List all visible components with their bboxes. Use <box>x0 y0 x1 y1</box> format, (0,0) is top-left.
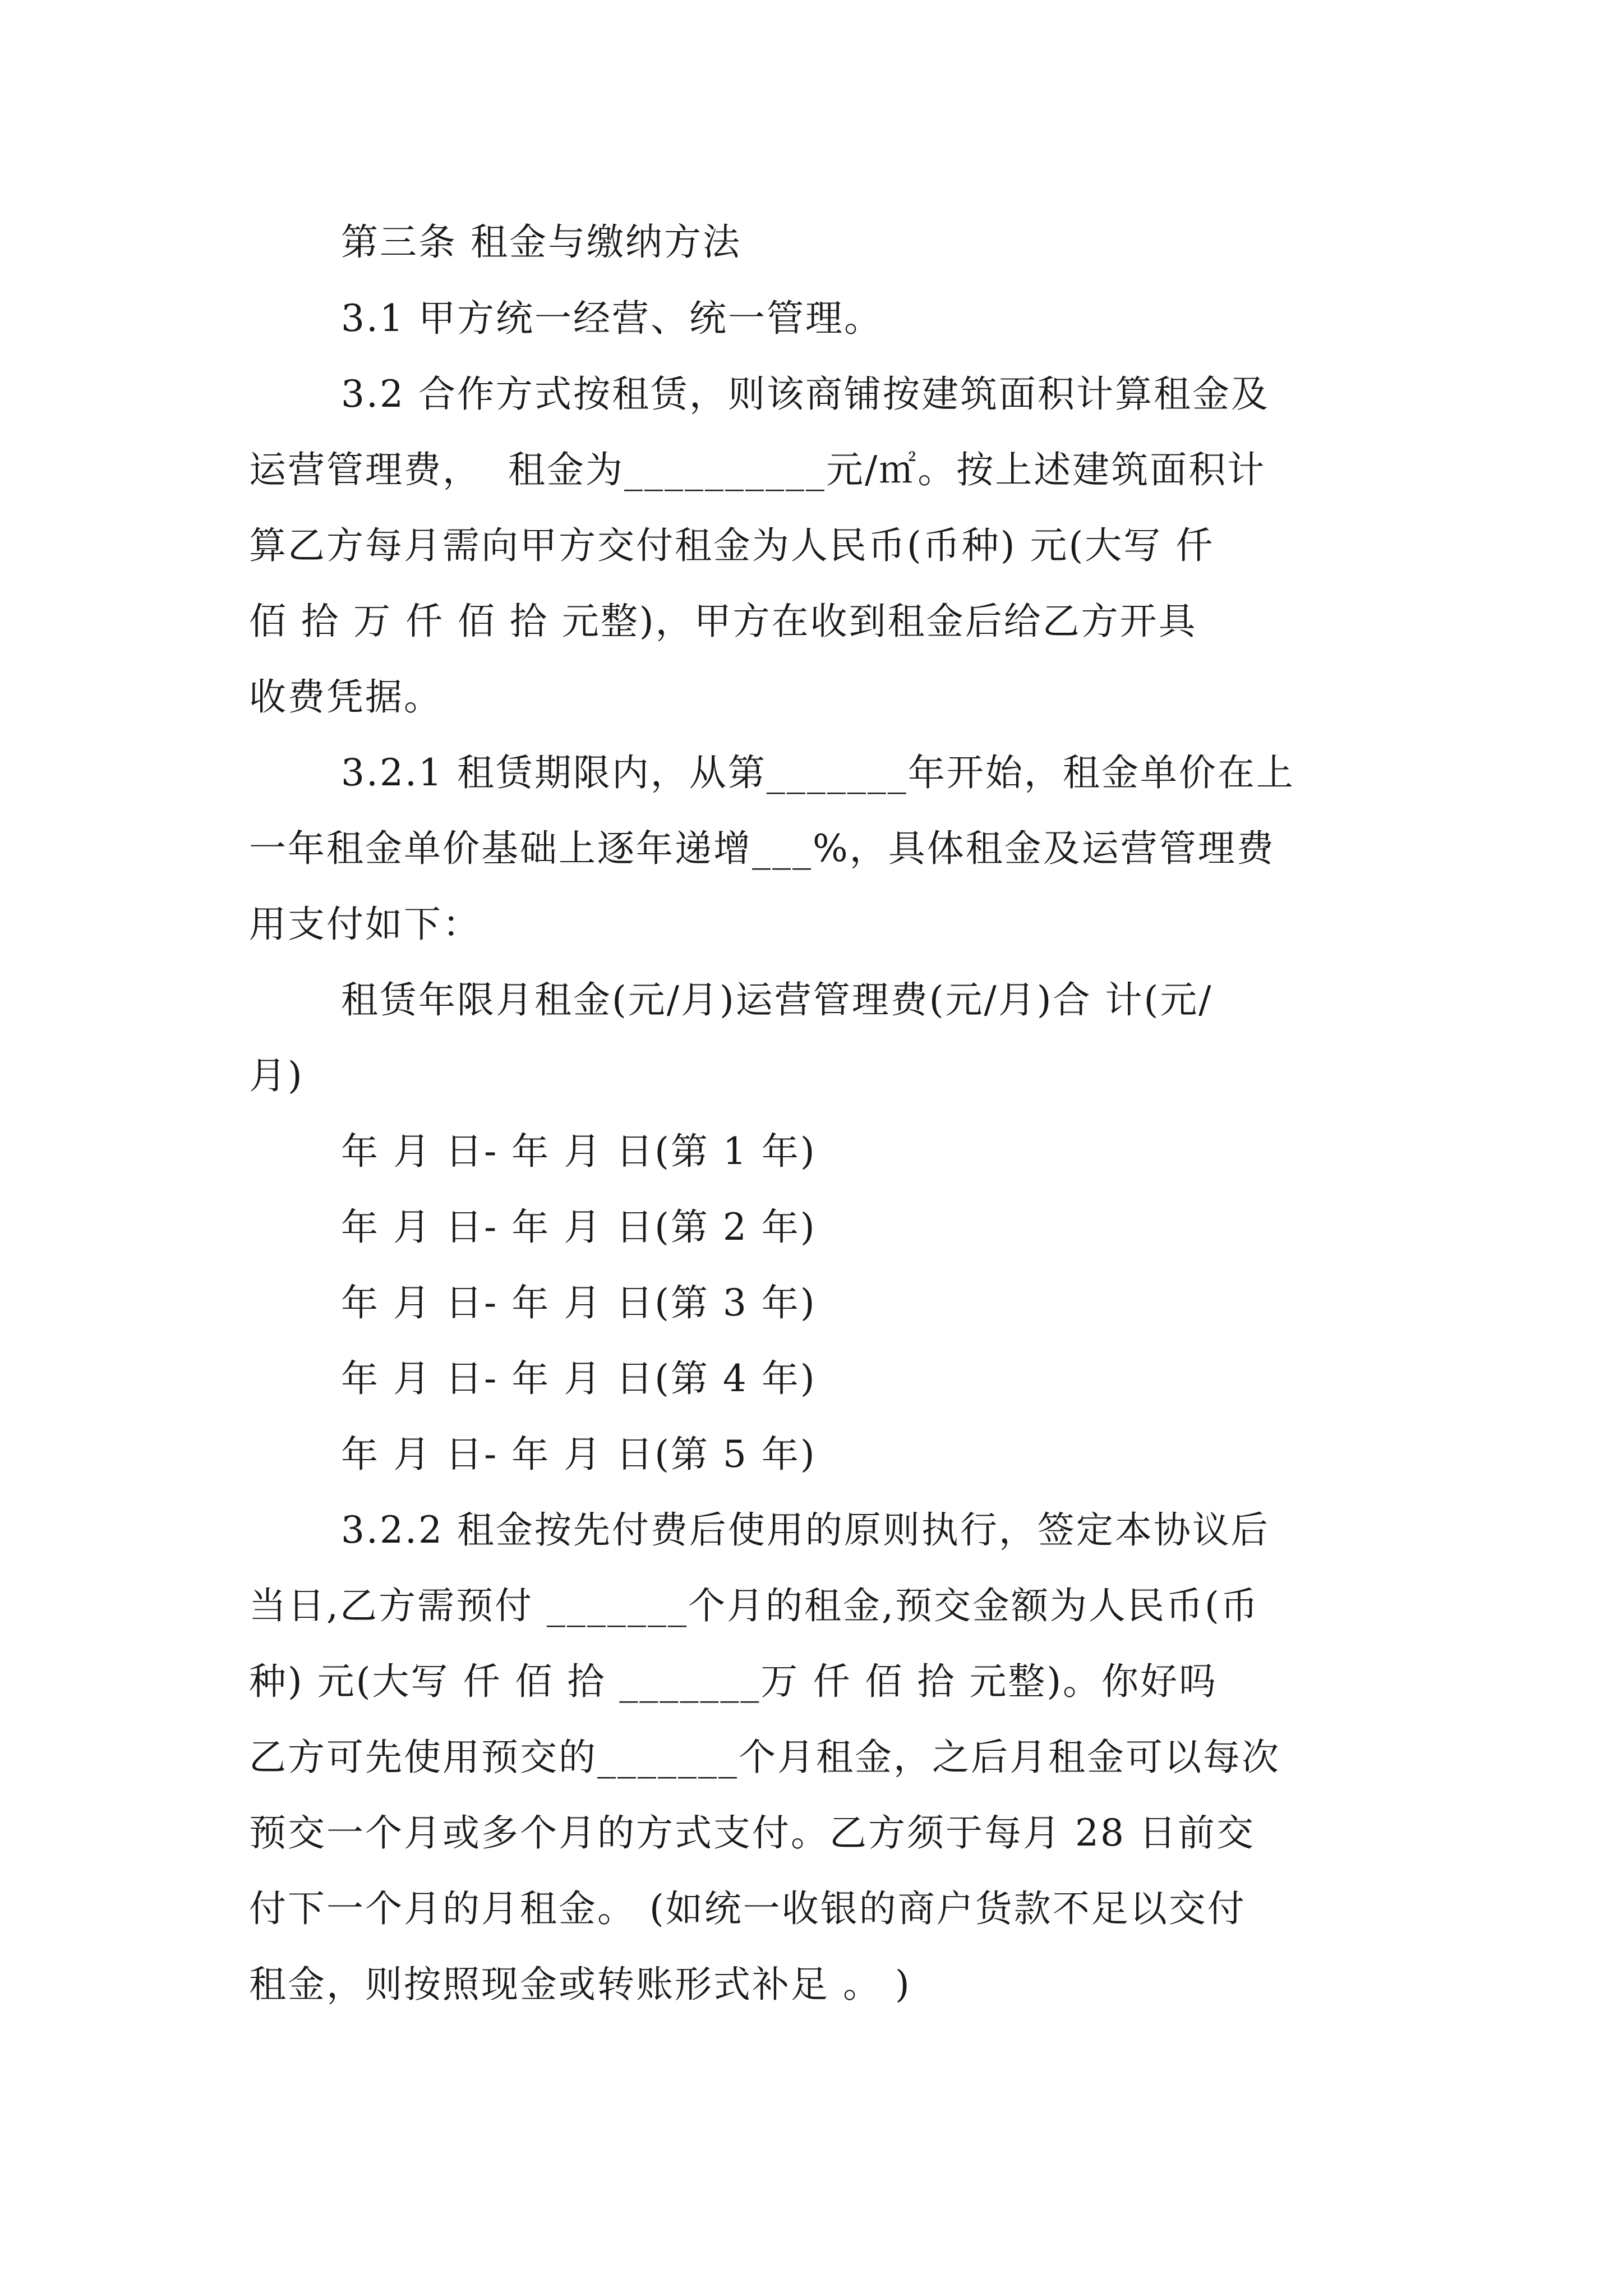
rent-year-row: 年 月 日- 年 月 日(第 3 年) <box>341 1281 817 1324</box>
rent-year-row: 年 月 日- 年 月 日(第 2 年) <box>341 1205 817 1249</box>
rent-year-row: 年 月 日- 年 月 日(第 4 年) <box>341 1357 817 1400</box>
clause-3-2-1-line-2: 一年租金单价基础上逐年递增___%，具体租金及运营管理费 <box>249 827 1275 870</box>
rent-year-row: 年 月 日- 年 月 日(第 5 年) <box>341 1433 817 1476</box>
clause-3-2-2-line-3: 种) 元(大写 仟 佰 拾 _______万 仟 佰 拾 元整)。你好吗 <box>249 1660 1218 1703</box>
clause-3-2-line-5: 收费凭据。 <box>249 675 442 719</box>
clause-3-2-2-line-5: 预交一个月或多个月的方式支付。乙方须于每月 28 日前交 <box>249 1811 1255 1855</box>
clause-3-1: 3.1 甲方统一经营、统一管理。 <box>341 297 883 340</box>
clause-3-2-2-line-7: 租金，则按照现金或转账形式补足 。 ) <box>249 1963 911 2006</box>
clause-3-2-line-1: 3.2 合作方式按租赁，则该商铺按建筑面积计算租金及 <box>341 372 1270 416</box>
clause-3-2-line-2: 运营管理费， 租金为__________元/㎡。按上述建筑面积计 <box>249 448 1266 491</box>
rent-table-header: 租赁年限月租金(元/月)运营管理费(元/月)合 计(元/ <box>341 978 1213 1022</box>
clause-3-2-line-3: 算乙方每月需向甲方交付租金为人民币(币种) 元(大写 仟 <box>249 524 1215 567</box>
clause-3-2-2-line-1: 3.2.2 租金按先付费后使用的原则执行，签定本协议后 <box>341 1508 1270 1552</box>
clause-3-2-1-line-3: 用支付如下： <box>249 903 481 946</box>
clause-3-2-line-4: 佰 拾 万 仟 佰 拾 元整)，甲方在收到租金后给乙方开具 <box>249 600 1197 643</box>
clause-3-2-2-line-6: 付下一个月的月租金。 (如统一收银的商户货款不足以交付 <box>249 1887 1246 1930</box>
section-heading: 第三条 租金与缴纳方法 <box>341 220 741 264</box>
clause-3-2-2-line-4: 乙方可先使用预交的_______个月租金，之后月租金可以每次 <box>249 1736 1280 1779</box>
clause-3-2-1-line-1: 3.2.1 租赁期限内，从第_______年开始，租金单价在上 <box>341 751 1295 794</box>
rent-table-header-cont: 月) <box>249 1054 304 1097</box>
rent-year-row: 年 月 日- 年 月 日(第 1 年) <box>341 1130 817 1173</box>
clause-3-2-2-line-2: 当日,乙方需预付 _______个月的租金,预交金额为人民币(币 <box>249 1584 1260 1627</box>
